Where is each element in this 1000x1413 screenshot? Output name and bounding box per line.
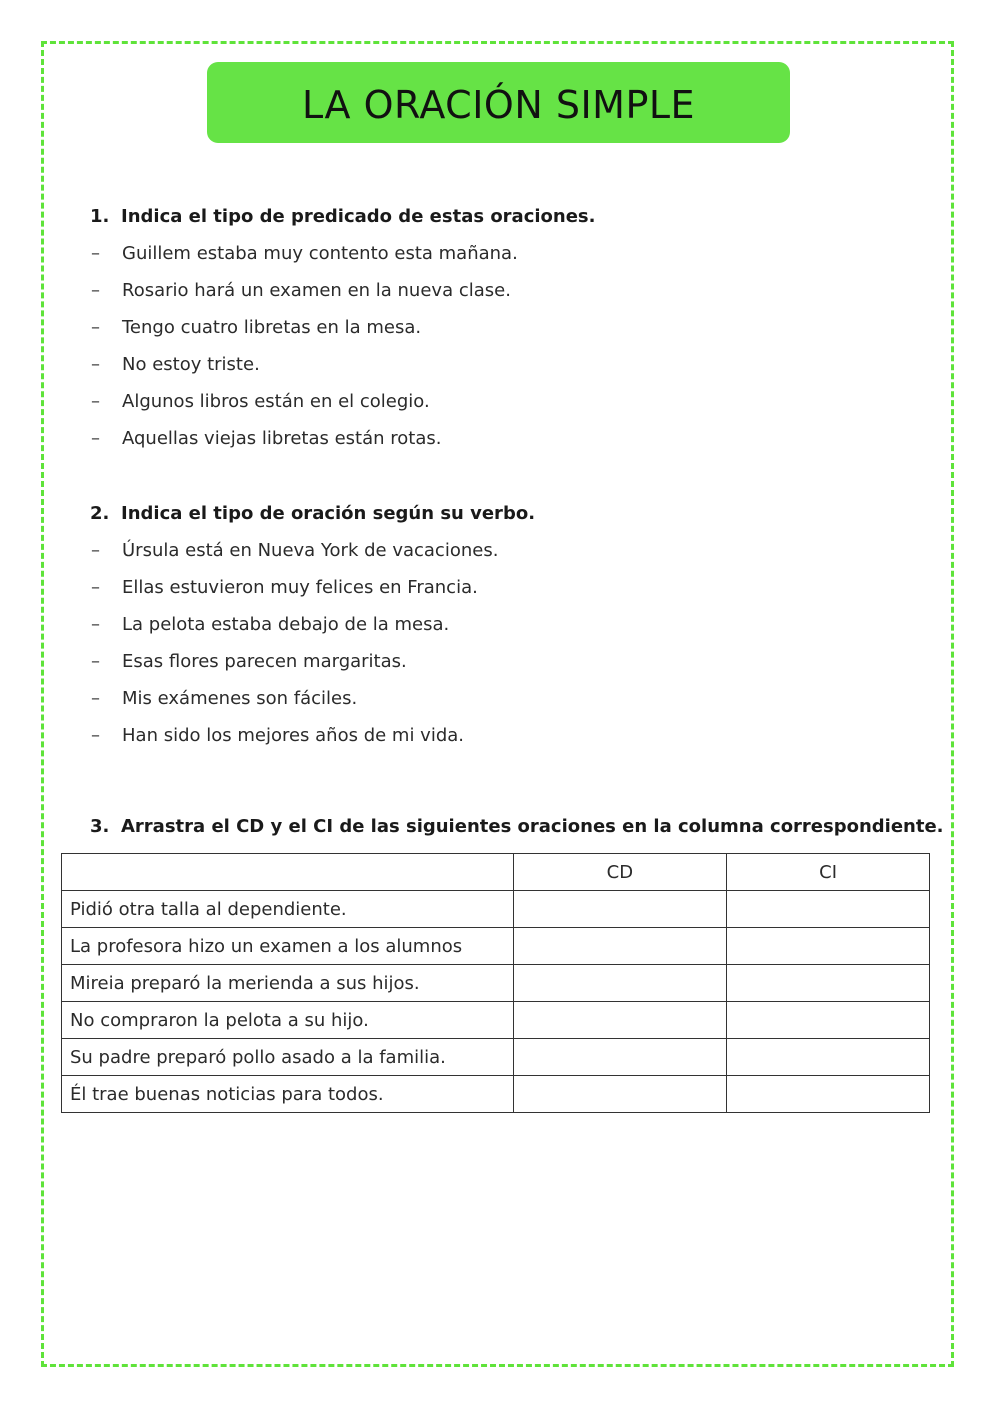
ci-drop-cell[interactable] [727, 965, 930, 1002]
table-row [62, 928, 930, 965]
dash-bullet: – [91, 428, 100, 449]
question-number: 1. [90, 206, 110, 227]
cd-drop-cell[interactable] [513, 928, 727, 965]
sentence: Aquellas viejas libretas están rotas. [122, 428, 442, 449]
question-text: Indica el tipo de oración según su verbo. [121, 503, 536, 524]
list-item [90, 643, 950, 680]
ci-drop-cell[interactable] [727, 1002, 930, 1039]
question-heading [90, 198, 950, 235]
page-title: LA ORACIÓN SIMPLE [301, 82, 696, 127]
cd-drop-cell[interactable] [513, 891, 727, 928]
table-row [62, 1039, 930, 1076]
dash-bullet: – [91, 280, 100, 301]
cd-ci-table [61, 853, 930, 1113]
header-sentence [62, 854, 514, 891]
dash-bullet: – [91, 688, 100, 709]
sentence-cell: Su padre preparó pollo asado a la familia. [62, 1039, 514, 1076]
question-heading [90, 808, 950, 845]
sentence: Esas flores parecen margaritas. [122, 651, 407, 672]
list-item [90, 346, 950, 383]
dash-bullet: – [91, 243, 100, 264]
question-heading [90, 495, 950, 532]
table-row [62, 965, 930, 1002]
sentence: Han sido los mejores años de mi vida. [122, 725, 465, 746]
cd-drop-cell[interactable] [513, 1039, 727, 1076]
cd-drop-cell[interactable] [513, 1076, 727, 1113]
list-item [90, 569, 950, 606]
table-row [62, 891, 930, 928]
dash-bullet: – [91, 317, 100, 338]
sentence: Guillem estaba muy contento esta mañana. [122, 243, 518, 264]
header-ci: CI [727, 854, 930, 891]
dash-bullet: – [91, 725, 100, 746]
ci-drop-cell[interactable] [727, 928, 930, 965]
ci-drop-cell[interactable] [727, 1039, 930, 1076]
list-item [90, 532, 950, 569]
question-number: 2. [90, 503, 110, 524]
title-banner [207, 62, 790, 143]
list-item [90, 606, 950, 643]
section-3 [90, 808, 950, 845]
sentence: Rosario hará un examen en la nueva clase. [122, 280, 511, 301]
dash-bullet: – [91, 354, 100, 375]
table-row [62, 1002, 930, 1039]
sentence: Tengo cuatro libretas en la mesa. [122, 317, 422, 338]
sentence-cell: Mireia preparó la merienda a sus hijos. [62, 965, 514, 1002]
dash-bullet: – [91, 651, 100, 672]
dash-bullet: – [91, 391, 100, 412]
ci-drop-cell[interactable] [727, 1076, 930, 1113]
sentence: Mis exámenes son fáciles. [122, 688, 358, 709]
section-1 [90, 198, 950, 457]
dash-bullet: – [91, 614, 100, 635]
sentence-cell: No compraron la pelota a su hijo. [62, 1002, 514, 1039]
list-item [90, 420, 950, 457]
list-item [90, 717, 950, 754]
ci-drop-cell[interactable] [727, 891, 930, 928]
question-text: Indica el tipo de predicado de estas oraciones. [121, 206, 596, 227]
cd-drop-cell[interactable] [513, 1002, 727, 1039]
sentence: Ellas estuvieron muy felices en Francia. [122, 577, 478, 598]
sentence: La pelota estaba debajo de la mesa. [122, 614, 450, 635]
dash-bullet: – [91, 540, 100, 561]
cd-drop-cell[interactable] [513, 965, 727, 1002]
list-item [90, 383, 950, 420]
sentence-cell: La profesora hizo un examen a los alumnos [62, 928, 514, 965]
table-header-row [62, 854, 930, 891]
list-item [90, 680, 950, 717]
question-number: 3. [90, 816, 110, 837]
list-item [90, 272, 950, 309]
sentence: No estoy triste. [122, 354, 260, 375]
sentence-cell: Él trae buenas noticias para todos. [62, 1076, 514, 1113]
list-item [90, 309, 950, 346]
question-text: Arrastra el CD y el CI de las siguientes oraciones en la columna correspondiente. [121, 816, 944, 837]
header-cd: CD [513, 854, 727, 891]
sentence: Algunos libros están en el colegio. [122, 391, 430, 412]
table-row [62, 1076, 930, 1113]
section-2 [90, 495, 950, 754]
list-item [90, 235, 950, 272]
sentence-cell: Pidió otra talla al dependiente. [62, 891, 514, 928]
dash-bullet: – [91, 577, 100, 598]
sentence: Úrsula está en Nueva York de vacaciones. [122, 540, 499, 561]
